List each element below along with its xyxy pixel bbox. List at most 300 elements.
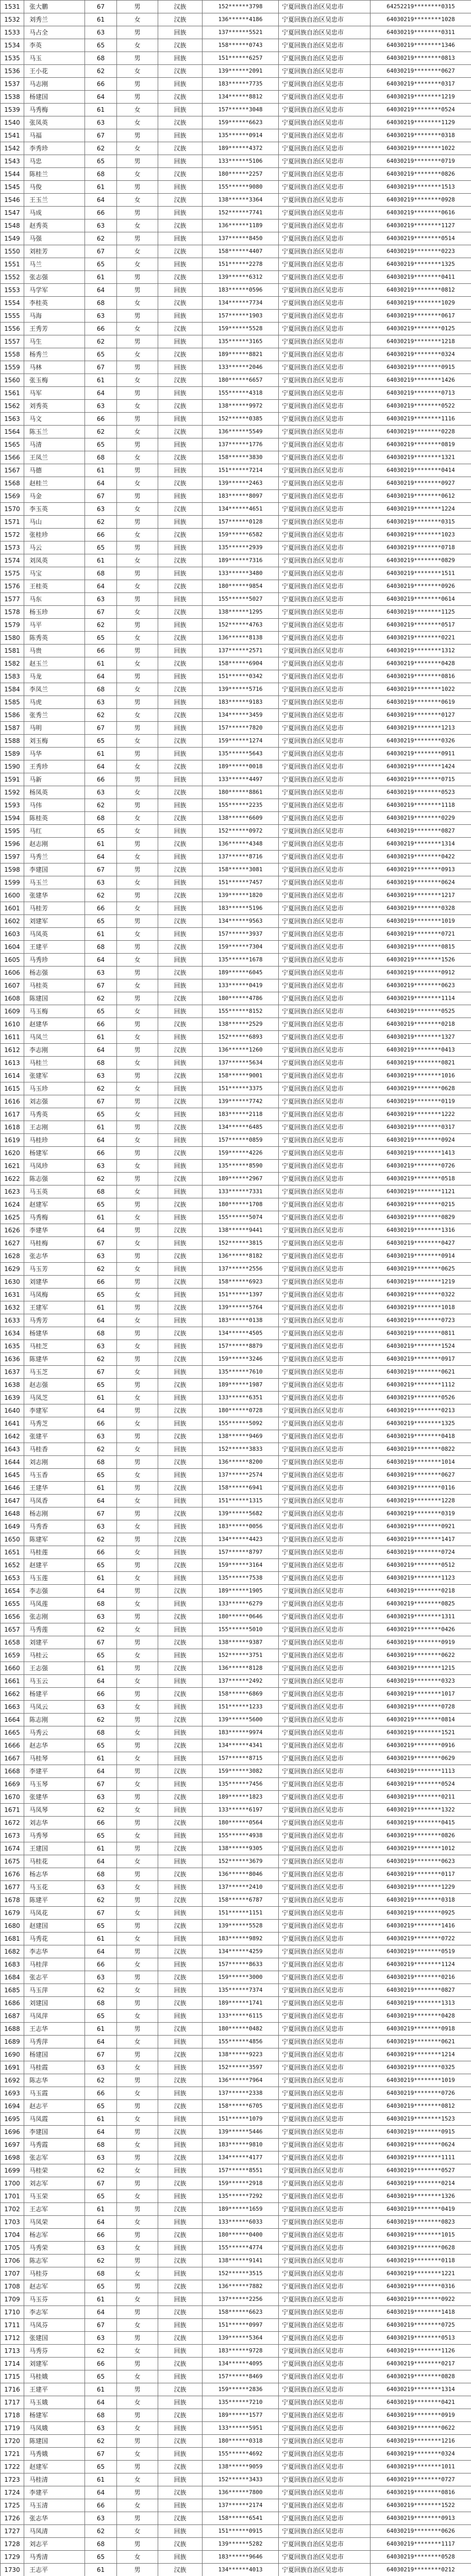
name-cell: 马凤娥 [24,2422,85,2435]
phone-cell: 180******0728 [203,1404,279,1417]
ethnicity-cell: 汉族 [158,1945,203,1958]
id-number-cell: 64030219********1314 [371,838,471,851]
address-cell: 宁夏回族自治区吴忠市 [279,1237,371,1250]
address-cell: 宁夏回族自治区吴忠市 [279,967,371,979]
sex-cell: 女 [117,400,158,413]
id-number-cell: 64030219********0821 [371,1057,471,1070]
address-cell: 宁夏回族自治区吴忠市 [279,116,371,129]
seq-cell: 1565 [1,438,24,451]
phone-cell: 155******4856 [203,2036,279,2048]
table-row [1,310,471,323]
ethnicity-cell: 汉族 [158,1559,203,1572]
ethnicity-cell: 回族 [158,696,203,709]
phone-cell: 136******4186 [203,13,279,26]
sex-cell: 女 [117,2036,158,2048]
sex-cell: 女 [117,1726,158,1739]
address-cell: 宁夏回族自治区吴忠市 [279,1649,371,1662]
seq-cell: 1704 [1,2229,24,2242]
phone-cell: 139******6312 [203,271,279,284]
ethnicity-cell: 汉族 [158,2229,203,2242]
phone-cell: 159******2836 [203,2383,279,2396]
ethnicity-cell: 汉族 [158,992,203,1005]
seq-cell: 1667 [1,1752,24,1765]
name-cell: 马凤霞 [24,2113,85,2126]
seq-cell: 1709 [1,2293,24,2306]
ethnicity-cell: 汉族 [158,116,203,129]
age-cell: 64 [85,91,117,104]
ethnicity-cell: 汉族 [158,91,203,104]
phone-cell: 139******2091 [203,65,279,78]
id-number-cell: 64030219********0116 [371,1482,471,1495]
phone-cell: 189******1741 [203,1997,279,2010]
age-cell: 61 [85,1211,117,1224]
seq-cell: 1535 [1,52,24,65]
id-number-cell: 64030219********1221 [371,2267,471,2280]
age-cell: 65 [85,825,117,838]
address-cell: 宁夏回族自治区吴忠市 [279,1057,371,1070]
sex-cell: 男 [117,722,158,735]
sex-cell: 女 [117,760,158,773]
phone-cell: 159******3082 [203,1765,279,1778]
name-cell: 马华 [24,748,85,760]
name-cell: 刘秀兰 [24,13,85,26]
ethnicity-cell: 汉族 [158,2358,203,2370]
id-number-cell: 64030219********0619 [371,696,471,709]
phone-cell: 139******5446 [203,2126,279,2139]
sex-cell: 男 [117,155,158,168]
age-cell: 63 [85,1430,117,1443]
sex-cell: 男 [117,941,158,954]
name-cell: 马凤萍 [24,2010,85,2023]
address-cell: 宁夏回族自治区吴忠市 [279,219,371,232]
age-cell: 64 [85,194,117,207]
id-number-cell: 64030219********0624 [371,2139,471,2151]
phone-cell: 134******8812 [203,91,279,104]
phone-cell: 157******8715 [203,1752,279,1765]
table-row [1,554,471,567]
id-number-cell: 64030219********0812 [371,2100,471,2113]
name-cell: 马玉娥 [24,2396,85,2409]
id-number-cell: 64030219********0522 [371,400,471,413]
phone-cell: 157******0128 [203,516,279,529]
ethnicity-cell: 汉族 [158,1662,203,1675]
id-number-cell: 64030219********0518 [371,1173,471,1185]
age-cell: 67 [85,606,117,619]
age-cell: 65 [85,1469,117,1482]
address-cell: 宁夏回族自治区吴忠市 [279,207,371,219]
age-cell: 62 [85,65,117,78]
name-cell: 张志军 [24,2151,85,2164]
seq-cell: 1610 [1,1018,24,1031]
ethnicity-cell: 汉族 [158,1173,203,1185]
address-cell: 宁夏回族自治区吴忠市 [279,451,371,464]
seq-cell: 1532 [1,13,24,26]
name-cell: 陈秀英 [24,632,85,645]
sex-cell: 男 [117,992,158,1005]
table-row [1,1623,471,1636]
id-number-cell: 64030219********0214 [371,2177,471,2190]
seq-cell: 1561 [1,387,24,400]
table-row [1,2422,471,2435]
id-number-cell: 64030219********1426 [371,374,471,387]
ethnicity-cell: 汉族 [158,2409,203,2422]
phone-cell: 158******6705 [203,2100,279,2113]
phone-cell: 151******7214 [203,464,279,477]
name-cell: 马秀萍 [24,2036,85,2048]
id-number-cell: 64030219********1214 [371,2048,471,2061]
phone-cell: 151******1079 [203,2113,279,2126]
id-number-cell: 64030219********0726 [371,2087,471,2100]
phone-cell: 136******8182 [203,1250,279,1263]
sex-cell: 男 [117,1920,158,1933]
seq-cell: 1568 [1,477,24,490]
table-row [1,2280,471,2293]
address-cell: 宁夏回族自治区吴忠市 [279,1945,371,1958]
table-row [1,1340,471,1353]
phone-cell: 134******4505 [203,1327,279,1340]
table-row [1,1070,471,1082]
table-row [1,374,471,387]
table-row [1,954,471,967]
phone-cell: 134******4177 [203,2151,279,2164]
seq-cell: 1705 [1,2242,24,2255]
age-cell: 61 [85,1031,117,1044]
name-cell: 赵志军 [24,2280,85,2293]
ethnicity-cell: 汉族 [158,1868,203,1881]
sex-cell: 女 [117,632,158,645]
address-cell: 宁夏回族自治区吴忠市 [279,2100,371,2113]
sex-cell: 男 [117,129,158,142]
name-cell: 陈玉兰 [24,426,85,438]
sex-cell: 男 [117,863,158,876]
seq-cell: 1659 [1,1649,24,1662]
id-number-cell: 64030219********1416 [371,1920,471,1933]
phone-cell: 136******5549 [203,426,279,438]
age-cell: 67 [85,722,117,735]
name-cell: 马桂芳 [24,902,85,915]
address-cell: 宁夏回族自治区吴忠市 [279,2448,371,2461]
name-cell: 刘志刚 [24,1456,85,1469]
id-number-cell: 64030219********0517 [371,619,471,632]
seq-cell: 1534 [1,39,24,52]
seq-cell: 1637 [1,1366,24,1379]
ethnicity-cell: 回族 [158,1134,203,1147]
age-cell: 62 [85,1353,117,1366]
table-row [1,606,471,619]
id-number-cell: 64030219********1215 [371,1662,471,1675]
address-cell: 宁夏回族自治区吴忠市 [279,1263,371,1276]
name-cell: 马伟 [24,799,85,812]
id-number-cell: 64030219********1126 [371,2345,471,2358]
address-cell: 宁夏回族自治区吴忠市 [279,1765,371,1778]
age-cell: 61 [85,1482,117,1495]
seq-cell: 1539 [1,104,24,116]
seq-cell: 1654 [1,1585,24,1598]
table-row [1,889,471,902]
age-cell: 63 [85,2422,117,2435]
seq-cell: 1718 [1,2409,24,2422]
phone-cell: 155******4938 [203,1829,279,1842]
id-number-cell: 64030219********0627 [371,1469,471,1482]
id-number-cell: 64030219********0927 [371,477,471,490]
age-cell: 65 [85,2461,117,2473]
phone-cell: 151******2278 [203,258,279,271]
id-number-cell: 64030219********0627 [371,65,471,78]
phone-cell: 159******3000 [203,1971,279,1984]
seq-cell: 1710 [1,2306,24,2319]
sex-cell: 男 [117,696,158,709]
id-number-cell: 64030219********0229 [371,812,471,825]
table-row [1,2332,471,2345]
sex-cell: 女 [117,1366,158,1379]
name-cell: 马玉兰 [24,876,85,889]
address-cell: 宁夏回族自治区吴忠市 [279,593,371,606]
age-cell: 61 [85,657,117,670]
seq-cell: 1722 [1,2461,24,2473]
phone-cell: 137******2410 [203,1881,279,1894]
age-cell: 63 [85,1250,117,1263]
seq-cell: 1603 [1,928,24,941]
id-number-cell: 64030219********1325 [371,1417,471,1430]
seq-cell: 1726 [1,2512,24,2525]
sex-cell: 男 [117,2486,158,2499]
phone-cell: 136******8200 [203,1456,279,1469]
age-cell: 64 [85,387,117,400]
id-number-cell: 64030219********0922 [371,2293,471,2306]
table-row [1,670,471,683]
seq-cell: 1700 [1,2177,24,2190]
ethnicity-cell: 汉族 [158,1070,203,1082]
sex-cell: 男 [117,1121,158,1134]
address-cell: 宁夏回族自治区吴忠市 [279,1855,371,1868]
address-cell: 宁夏回族自治区吴忠市 [279,1714,371,1726]
address-cell: 宁夏回族自治区吴忠市 [279,1636,371,1649]
phone-cell: 152******6893 [203,1031,279,1044]
address-cell: 宁夏回族自治区吴忠市 [279,2422,371,2435]
name-cell: 陈志华 [24,2074,85,2087]
table-row [1,413,471,426]
age-cell: 63 [85,1611,117,1623]
seq-cell: 1672 [1,1817,24,1829]
seq-cell: 1604 [1,941,24,954]
name-cell: 王建华 [24,1482,85,1495]
ethnicity-cell: 回族 [158,1314,203,1327]
phone-cell: 138******3364 [203,194,279,207]
sex-cell: 女 [117,2473,158,2486]
age-cell: 65 [85,2010,117,2023]
sex-cell: 女 [117,1572,158,1585]
seq-cell: 1631 [1,1289,24,1301]
address-cell: 宁夏回族自治区吴忠市 [279,2564,371,2576]
table-row [1,2409,471,2422]
table-row [1,1997,471,2010]
phone-cell: 183******2118 [203,1108,279,1121]
ethnicity-cell: 回族 [158,2190,203,2203]
name-cell: 王志平 [24,2564,85,2576]
seq-cell: 1644 [1,1456,24,1469]
phone-cell: 152******0385 [203,413,279,426]
sex-cell: 男 [117,1971,158,1984]
id-number-cell: 64030219********0415 [371,1817,471,1829]
seq-cell: 1544 [1,168,24,181]
name-cell: 马玉芳 [24,1263,85,1276]
ethnicity-cell: 汉族 [158,323,203,335]
table-row [1,477,471,490]
sex-cell: 女 [117,13,158,26]
id-number-cell: 64030219********0826 [371,1829,471,1842]
seq-cell: 1559 [1,361,24,374]
phone-cell: 158******0743 [203,39,279,52]
age-cell: 64 [85,1044,117,1057]
id-number-cell: 64030219********1217 [371,889,471,902]
sex-cell: 女 [117,1675,158,1688]
phone-cell: 133******6033 [203,2216,279,2229]
seq-cell: 1645 [1,1469,24,1482]
table-row [1,1379,471,1392]
address-cell: 宁夏回族自治区吴忠市 [279,2023,371,2036]
address-cell: 宁夏回族自治区吴忠市 [279,1611,371,1623]
sex-cell: 女 [117,2345,158,2358]
sex-cell: 女 [117,786,158,799]
seq-cell: 1646 [1,1482,24,1495]
name-cell: 赵玉兰 [24,657,85,670]
age-cell: 61 [85,1933,117,1945]
sex-cell: 女 [117,902,158,915]
age-cell: 66 [85,645,117,657]
sex-cell: 女 [117,1907,158,1920]
age-cell: 61 [85,1752,117,1765]
address-cell: 宁夏回族自治区吴忠市 [279,310,371,323]
address-cell: 宁夏回族自治区吴忠市 [279,992,371,1005]
phone-cell: 135******7456 [203,1778,279,1791]
name-cell: 马秀梅 [24,104,85,116]
sex-cell: 男 [117,1430,158,1443]
id-number-cell: 64030219********0829 [371,1211,471,1224]
ethnicity-cell: 回族 [158,1726,203,1739]
name-cell: 马玉霞 [24,2087,85,2100]
ethnicity-cell: 汉族 [158,606,203,619]
ethnicity-cell: 汉族 [158,245,203,258]
age-cell: 61 [85,1842,117,1855]
table-row [1,1018,471,1031]
table-row [1,2151,471,2164]
id-number-cell: 64030219********1019 [371,2074,471,2087]
table-row [1,1031,471,1044]
seq-cell: 1560 [1,374,24,387]
sex-cell: 女 [117,503,158,516]
phone-cell: 136******8046 [203,1868,279,1881]
ethnicity-cell: 汉族 [158,915,203,928]
address-cell: 宁夏回族自治区吴忠市 [279,1507,371,1520]
seq-cell: 1533 [1,26,24,39]
ethnicity-cell: 回族 [158,1907,203,1920]
seq-cell: 1597 [1,851,24,863]
ethnicity-cell: 汉族 [158,812,203,825]
id-number-cell: 64030219********0713 [371,387,471,400]
name-cell: 刘志强 [24,1095,85,1108]
name-cell: 李建国 [24,863,85,876]
id-number-cell: 64030219********0625 [371,1263,471,1276]
ethnicity-cell: 汉族 [158,142,203,155]
name-cell: 马贵 [24,645,85,657]
address-cell: 宁夏回族自治区吴忠市 [279,284,371,297]
table-row [1,1520,471,1533]
table-row [1,967,471,979]
address-cell: 宁夏回族自治区吴忠市 [279,941,371,954]
id-number-cell: 64030219********1522 [371,2499,471,2512]
age-cell: 64 [85,1585,117,1598]
age-cell: 66 [85,1817,117,1829]
age-cell: 61 [85,554,117,567]
ethnicity-cell: 汉族 [158,1430,203,1443]
address-cell: 宁夏回族自治区吴忠市 [279,2061,371,2074]
sex-cell: 男 [117,2023,158,2036]
ethnicity-cell: 汉族 [158,1224,203,1237]
sex-cell: 女 [117,1752,158,1765]
address-cell: 宁夏回族自治区吴忠市 [279,2229,371,2242]
age-cell: 61 [85,271,117,284]
sex-cell: 男 [117,1173,158,1185]
ethnicity-cell: 回族 [158,1804,203,1817]
address-cell: 宁夏回族自治区吴忠市 [279,1495,371,1507]
seq-cell: 1640 [1,1404,24,1417]
sex-cell: 女 [117,2242,158,2255]
phone-cell: 138******6609 [203,812,279,825]
seq-cell: 1684 [1,1971,24,1984]
age-cell: 64 [85,2126,117,2139]
age-cell: 61 [85,2203,117,2216]
id-number-cell: 64030219********0826 [371,168,471,181]
sex-cell: 男 [117,1945,158,1958]
address-cell: 宁夏回族自治区吴忠市 [279,2216,371,2229]
age-cell: 61 [85,928,117,941]
id-number-cell: 64030219********1326 [371,2190,471,2203]
id-number-cell: 64030219********0614 [371,593,471,606]
phone-cell: 189******7316 [203,554,279,567]
ethnicity-cell: 汉族 [158,1533,203,1546]
id-number-cell: 64030219********0715 [371,773,471,786]
id-number-cell: 64030219********1218 [371,335,471,348]
id-number-cell: 64030219********0512 [371,1559,471,1572]
table-row [1,2267,471,2280]
sex-cell: 男 [117,438,158,451]
address-cell: 宁夏回族自治区吴忠市 [279,1482,371,1495]
age-cell: 62 [85,1263,117,1276]
age-cell: 65 [85,1198,117,1211]
phone-cell: 137******2574 [203,1469,279,1482]
address-cell: 宁夏回族自治区吴忠市 [279,1520,371,1533]
name-cell: 马忠 [24,155,85,168]
sex-cell: 女 [117,116,158,129]
id-number-cell: 64030219********0322 [371,1289,471,1301]
ethnicity-cell: 回族 [158,2164,203,2177]
age-cell: 66 [85,773,117,786]
name-cell: 马凤香 [24,1495,85,1507]
seq-cell: 1591 [1,773,24,786]
name-cell: 马红 [24,825,85,838]
table-row [1,1134,471,1147]
table-row [1,1649,471,1662]
address-cell: 宁夏回族自治区吴忠市 [279,1662,371,1675]
address-cell: 宁夏回族自治区吴忠市 [279,2074,371,2087]
seq-cell: 1616 [1,1095,24,1108]
sex-cell: 男 [117,1147,158,1160]
ethnicity-cell: 回族 [158,954,203,967]
age-cell: 62 [85,142,117,155]
sex-cell: 男 [117,26,158,39]
sex-cell: 女 [117,1263,158,1276]
table-row [1,516,471,529]
